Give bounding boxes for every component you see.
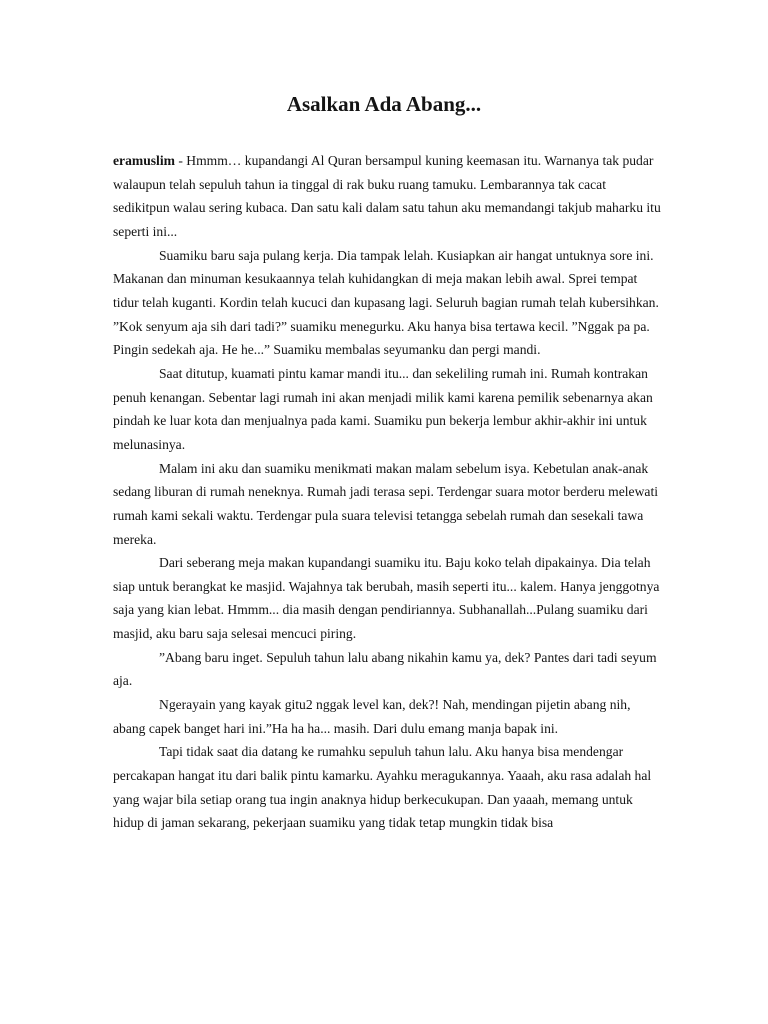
paragraph-8: Ngerayain yang kayak gitu2 nggak level kan, dek?! Nah, mendingan pijetin abang nih, abang capek banget hari ini.”Ha ha ha... masih. Dari dulu emang manja bapak ini. [113,697,631,736]
document-title: Asalkan Ada Abang... [286,92,482,116]
paragraph-1-text: - Hmmm… kupandangi Al Quran bersampul kuning keemasan itu. Warnanya tak pudar walaupun telah sepuluh tahun ia tinggal di rak buku ruang tamuku. Lembarannya tak cacat sedikitpun walau sering kubaca. Dan satu kali dalam satu tahun aku memandangi takjub maharku itu seperti ini... [113,153,661,239]
paragraph-9: Tapi tidak saat dia datang ke rumahku sepuluh tahun lalu. Aku hanya bisa mendengar percakapan hangat itu dari balik pintu kamarku. Ayahku meragukannya. Yaaah, aku rasa adalah hal yang wajar bila setiap orang tua ingin anaknya hidup berkecukupan. Dan yaaah, memang untuk hidup di jaman sekarang, pekerjaan suamiku yang tidak tetap mungkin tidak bisa [113,744,652,831]
paragraph-4: Saat ditutup, kuamati pintu kamar mandi itu... dan sekeliling rumah ini. Rumah kontrakan penuh kenangan. Sebentar lagi rumah ini akan menjadi milik kami karena pemilik sebenarnya akan pindah ke luar kota dan menjualnya pada kami. Suamiku pun bekerja lembur akhir-akhir ini untuk melunasinya. [113,365,653,452]
paragraph-2: Suamiku baru saja pulang kerja. Dia tampak lelah. Kusiapkan air hangat untuknya sore ini. Makanan dan minuman kesukaannya telah kuhidangkan di meja makan lebih awal. Sprei tempat tidur telah kuganti. Kordin telah kucuci dan kupasang lagi. Seluruh bagian rumah telah kubersihkan. [113,247,659,310]
paragraph-1 [113,149,661,244]
document-body [113,149,661,835]
paragraph-5: Malam ini aku dan suamiku menikmati makan malam sebelum isya. Kebetulan anak-anak sedang liburan di rumah neneknya. Rumah jadi terasa sepi. Terdengar suara motor berderu melewati rumah kami sekali waktu. Terdengar pula suara televisi tetangga sebelah rumah dan sesekali tawa mereka. [113,460,658,547]
paragraph-3: ”Kok senyum aja sih dari tadi?” suamiku menegurku. Aku hanya bisa tertawa kecil. ”Nggak pa pa. Pingin sedekah aja. He he...” Suamiku membalas seyumanku dan pergi mandi. [113,318,650,358]
paragraph-6: Dari seberang meja makan kupandangi suamiku itu. Baju koko telah dipakainya. Dia telah siap untuk berangkat ke masjid. Wajahnya tak berubah, masih seperti itu... kalem. Hanya jenggotnya saja yang kian lebat. Hmmm... dia masih dengan pendiriannya. Subhanallah...Pulang suamiku dari masjid, aku baru saja selesai mencuci piring. [113,555,660,642]
source-name: eramuslim [113,153,175,168]
paragraph-7: ”Abang baru inget. Sepuluh tahun lalu abang nikahin kamu ya, dek? Pantes dari tadi seyum aja. [113,649,657,689]
